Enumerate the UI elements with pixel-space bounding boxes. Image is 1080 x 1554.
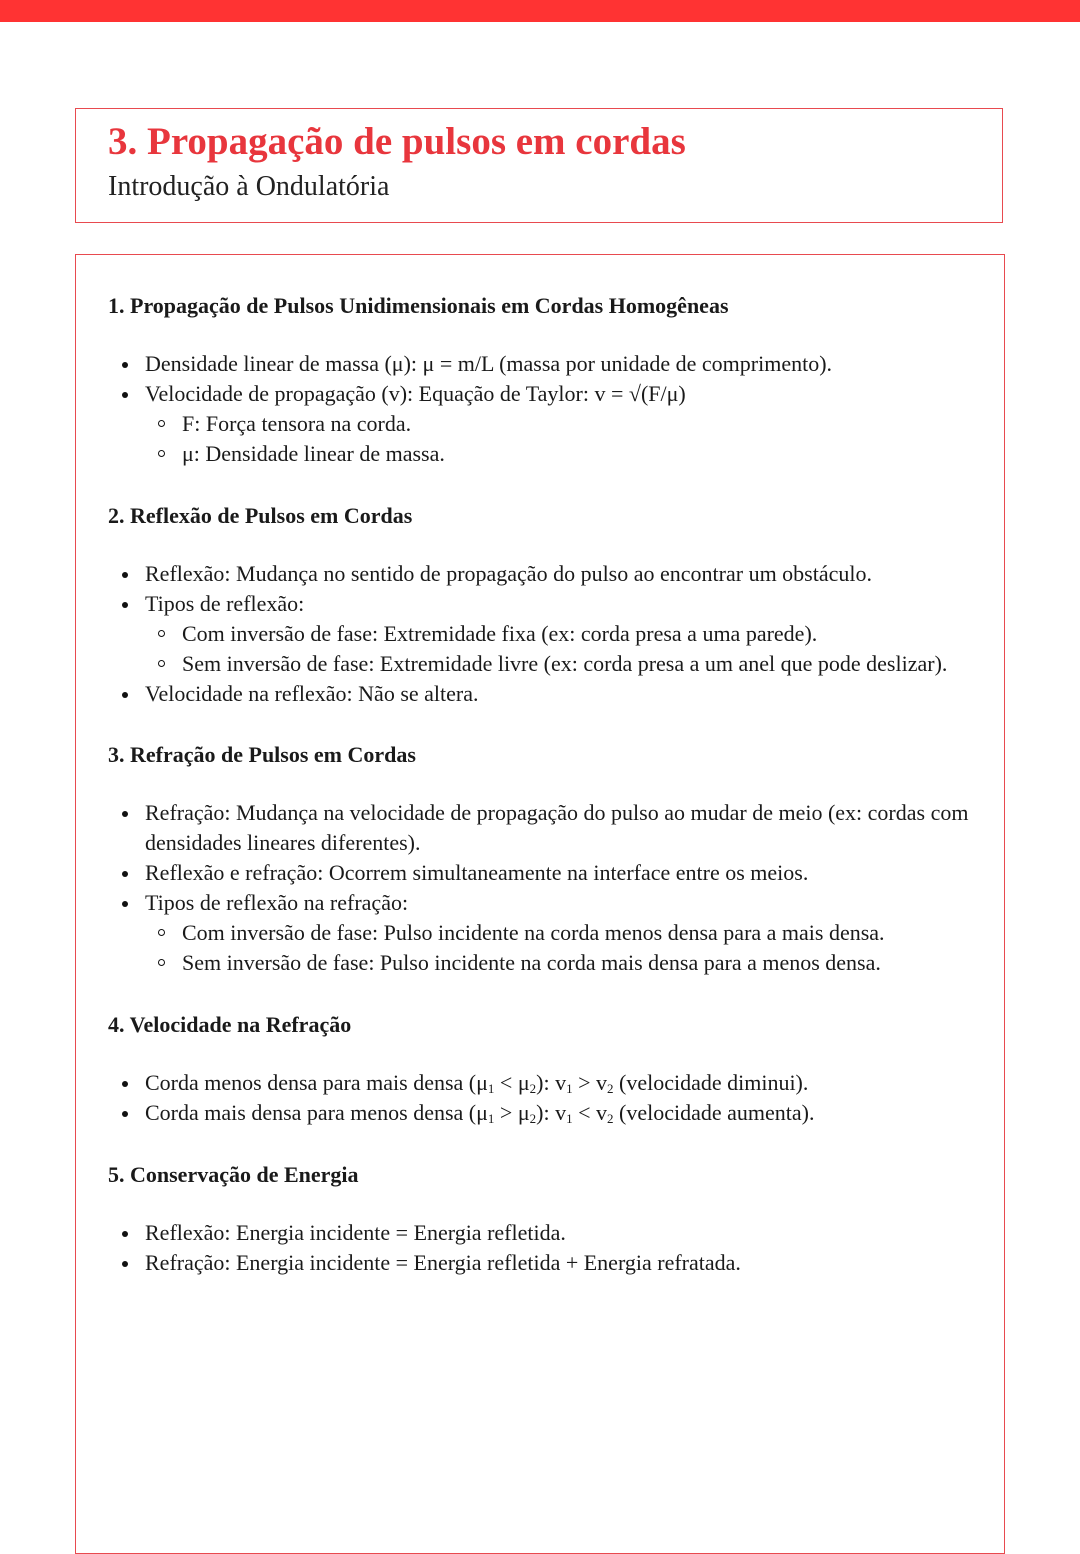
content-box (75, 254, 1005, 1554)
section-1 (108, 291, 988, 469)
sub-list-item: Sem inversão de fase: Extremidade livre (ex: corda presa a um anel que pode deslizar). (145, 649, 988, 679)
list-item: Reflexão: Energia incidente = Energia refletida. (108, 1218, 988, 1248)
section-3 (108, 740, 988, 978)
section-2 (108, 501, 988, 709)
list-item: Densidade linear de massa (μ): μ = m/L (massa por unidade de comprimento). (108, 349, 988, 379)
list-item: Tipos de reflexão: Com inversão de fase: Extremidade fixa (ex: corda presa a uma parede). Sem inversão de fase: Extremidade livre (ex: corda presa a um anel que pode deslizar). (108, 589, 988, 679)
list-item: Reflexão e refração: Ocorrem simultaneamente na interface entre os meios. (108, 858, 988, 888)
title-box (75, 108, 1003, 223)
section-heading: 2. Reflexão de Pulsos em Cordas (108, 503, 413, 528)
list-item: Refração: Mudança na velocidade de propagação do pulso ao mudar de meio (ex: cordas com densidades lineares diferentes). (108, 798, 988, 858)
top-accent-bar (0, 0, 1080, 22)
list-item: Reflexão: Mudança no sentido de propagação do pulso ao encontrar um obstáculo. (108, 559, 988, 589)
sub-list-item: Com inversão de fase: Extremidade fixa (ex: corda presa a uma parede). (145, 619, 988, 649)
list-item: Velocidade de propagação (v): Equação de Taylor: v = √(F/μ) F: Força tensora na corda. μ: Densidade linear de massa. (108, 379, 988, 469)
page-title: 3. Propagação de pulsos em cordas (108, 120, 686, 163)
sub-list-item: Sem inversão de fase: Pulso incidente na corda mais densa para a menos densa. (145, 948, 988, 978)
sub-list-item: Com inversão de fase: Pulso incidente na corda menos densa para a mais densa. (145, 918, 988, 948)
page-subtitle: Introdução à Ondulatória (108, 171, 390, 202)
list-item: Refração: Energia incidente = Energia refletida + Energia refratada. (108, 1248, 988, 1278)
sub-list-item: μ: Densidade linear de massa. (145, 439, 988, 469)
section-heading: 4. Velocidade na Refração (108, 1012, 352, 1037)
section-4 (108, 1010, 988, 1128)
list-item: Velocidade na reflexão: Não se altera. (108, 679, 988, 709)
list-item: Tipos de reflexão na refração: Com inversão de fase: Pulso incidente na corda menos densa para a mais densa. Sem inversão de fase: Pulso incidente na corda mais densa para a menos densa. (108, 888, 988, 978)
list-item: Corda mais densa para menos densa $(\mu_1 > \mu_2)$: $v_1 < v_2$ (velocidade aumenta). (108, 1098, 988, 1128)
section-heading: 3. Refração de Pulsos em Cordas (108, 742, 416, 767)
section-5 (108, 1160, 988, 1278)
list-item: Corda menos densa para mais densa $(\mu_1 < \mu_2)$: $v_1 > v_2$ (velocidade diminui). (108, 1068, 988, 1098)
sub-list-item: F: Força tensora na corda. (145, 409, 988, 439)
section-heading: 5. Conservação de Energia (108, 1162, 359, 1187)
section-heading: 1. Propagação de Pulsos Unidimensionais em Cordas Homogêneas (108, 293, 729, 318)
